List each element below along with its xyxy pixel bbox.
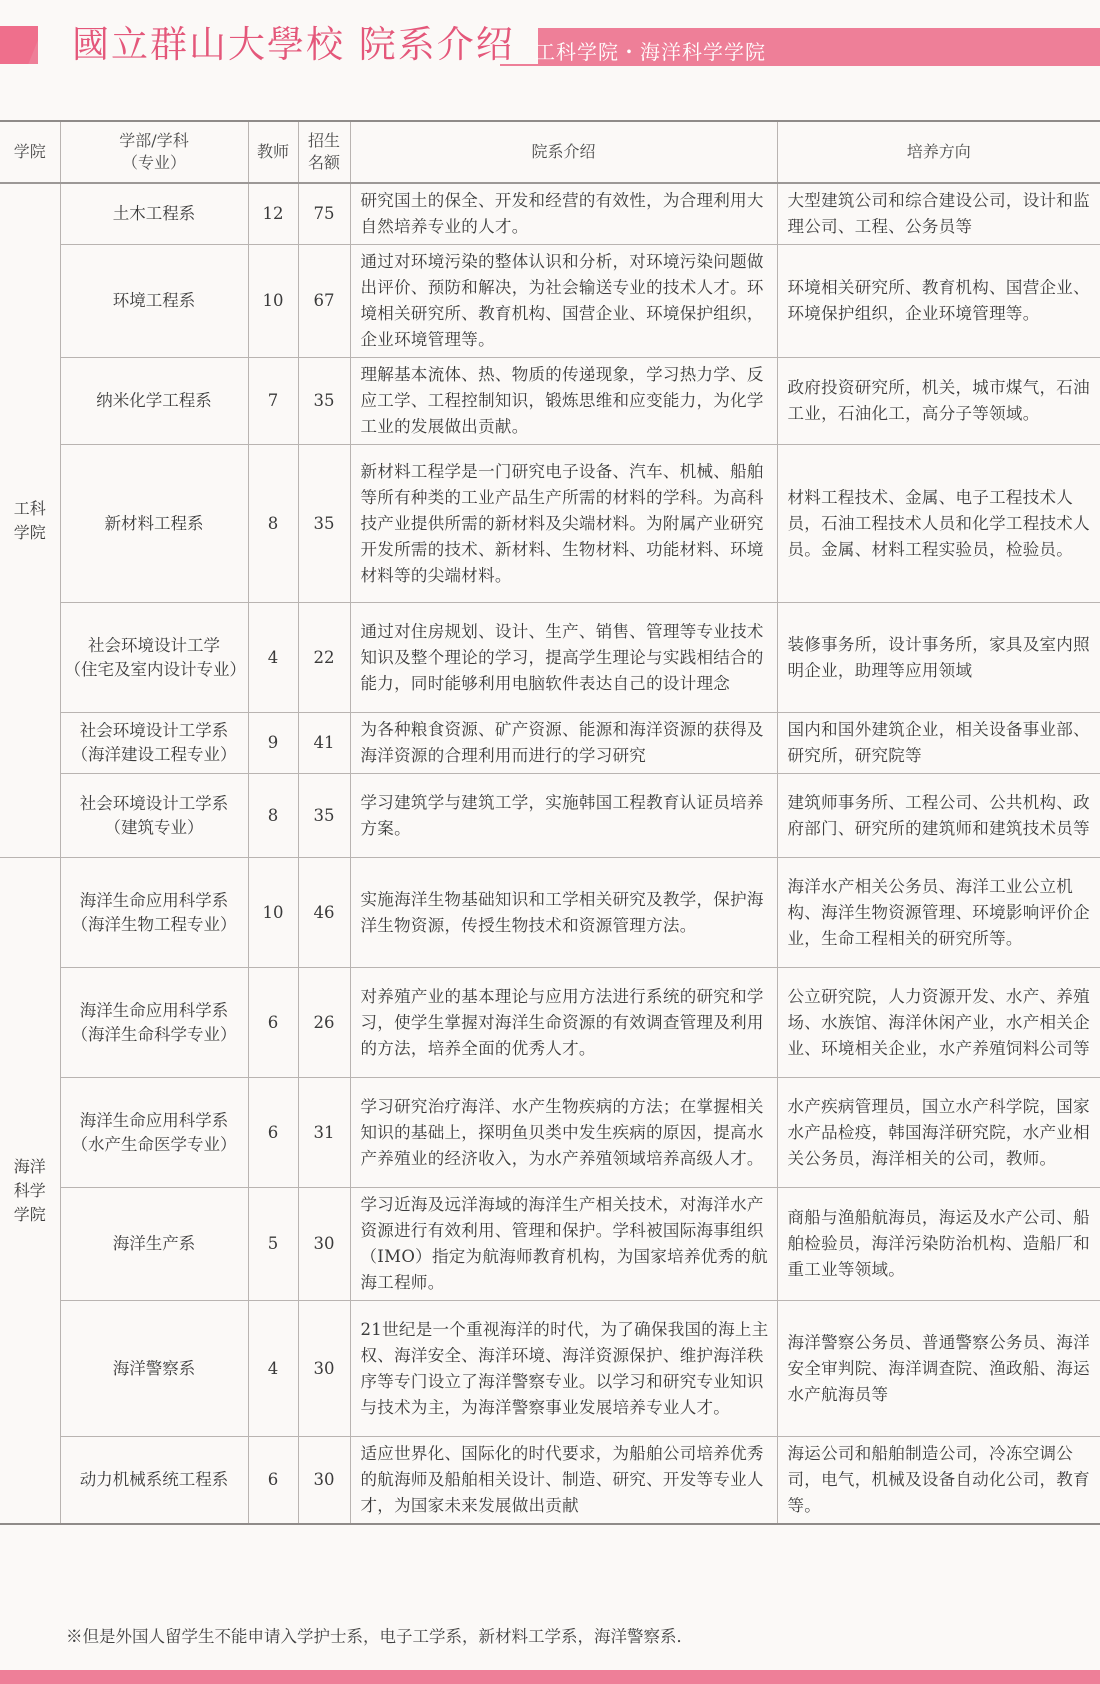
- career-direction: 海洋警察公务员、普通警察公务员、海洋安全审判院、海洋调查院、渔政船、海运水产航海员等: [777, 1301, 1100, 1437]
- table-row: [0, 774, 1100, 858]
- table-row: [0, 603, 1100, 713]
- table-row: [0, 183, 1100, 245]
- teacher-count: 9: [248, 713, 298, 774]
- career-direction: 商船与渔船航海员，海运及水产公司、船舶检验员，海洋污染防治机构、造船厂和重工业等领域。: [777, 1188, 1100, 1301]
- department-table-container: [0, 120, 1100, 1525]
- enrollment-quota: 35: [298, 445, 350, 603]
- teacher-count: 7: [248, 358, 298, 445]
- column-header: 院系介绍: [350, 121, 777, 183]
- teacher-count: 10: [248, 858, 298, 968]
- table-row: [0, 1188, 1100, 1301]
- career-direction: 海洋水产相关公务员、海洋工业公立机构、海洋生物资源管理、环境影响评价企业，生命工程相关的研究所等。: [777, 858, 1100, 968]
- department-intro: 对养殖产业的基本理论与应用方法进行系统的研究和学习，使学生掌握对海洋生命资源的有效调查管理及利用的方法，培养全面的优秀人才。: [350, 968, 777, 1078]
- career-direction: 海运公司和船舶制造公司，冷冻空调公司，电气，机械及设备自动化公司，教育等。: [777, 1437, 1100, 1525]
- teacher-count: 12: [248, 183, 298, 245]
- department-intro: 实施海洋生物基础知识和工学相关研究及教学，保护海洋生物资源，传授生物技术和资源管理方法。: [350, 858, 777, 968]
- department-name: 社会环境设计工学系 （建筑专业）: [60, 774, 248, 858]
- department-name: 动力机械系统工程系: [60, 1437, 248, 1525]
- department-intro: 为各种粮食资源、矿产资源、能源和海洋资源的获得及海洋资源的合理利用而进行的学习研究: [350, 713, 777, 774]
- department-intro: 21世纪是一个重视海洋的时代，为了确保我国的海上主权、海洋安全、海洋环境、海洋资源保护、维护海洋秩序等专门设立了海洋警察专业。以学习和研究专业知识与技术为主，为海洋警察事业发展培养专业人才。: [350, 1301, 777, 1437]
- department-name: 海洋警察系: [60, 1301, 248, 1437]
- enrollment-quota: 22: [298, 603, 350, 713]
- column-header: 招生 名额: [298, 121, 350, 183]
- table-row: [0, 968, 1100, 1078]
- department-intro: 学习近海及远洋海域的海洋生产相关技术，对海洋水产资源进行有效利用、管理和保护。学科被国际海事组织（IMO）指定为航海师教育机构，为国家培养优秀的航海工程师。: [350, 1188, 777, 1301]
- career-direction: 建筑师事务所、工程公司、公共机构、政府部门、研究所的建筑师和建筑技术员等: [777, 774, 1100, 858]
- table-row: [0, 1078, 1100, 1188]
- enrollment-quota: 30: [298, 1301, 350, 1437]
- department-name: 纳米化学工程系: [60, 358, 248, 445]
- college-name: 海洋 科学 学院: [0, 858, 60, 1525]
- enrollment-quota: 35: [298, 774, 350, 858]
- career-direction: 大型建筑公司和综合建设公司，设计和监理公司、工程、公务员等: [777, 183, 1100, 245]
- teacher-count: 6: [248, 968, 298, 1078]
- department-intro: 通过对住房规划、设计、生产、销售、管理等专业技术知识及整个理论的学习，提高学生理论与实践相结合的能力，同时能够利用电脑软件表达自己的设计理念: [350, 603, 777, 713]
- enrollment-quota: 30: [298, 1188, 350, 1301]
- column-header: 培养方向: [777, 121, 1100, 183]
- page-title: 國立群山大學校 院系介绍: [72, 23, 515, 66]
- department-intro: 学习研究治疗海洋、水产生物疾病的方法；在掌握相关知识的基础上，探明鱼贝类中发生疾病的原因，提高水产养殖业的经济收入，为水产养殖领域培养高级人才。: [350, 1078, 777, 1188]
- footer-bar: [0, 1670, 1100, 1684]
- department-intro: 通过对环境污染的整体认识和分析，对环境污染问题做出评价、预防和解决，为社会输送专业的技术人才。环境相关研究所、教育机构、国营企业、环境保护组织，企业环境管理等。: [350, 245, 777, 358]
- enrollment-quota: 30: [298, 1437, 350, 1525]
- teacher-count: 8: [248, 774, 298, 858]
- table-row: [0, 858, 1100, 968]
- department-name: 土木工程系: [60, 183, 248, 245]
- career-direction: 材料工程技术、金属、电子工程技术人员，石油工程技术人员和化学工程技术人员。金属、材料工程实验员，检验员。: [777, 445, 1100, 603]
- department-name: 社会环境设计工学 （住宅及室内设计专业）: [60, 603, 248, 713]
- teacher-count: 8: [248, 445, 298, 603]
- table-row: [0, 713, 1100, 774]
- enrollment-quota: 31: [298, 1078, 350, 1188]
- column-header: 教师: [248, 121, 298, 183]
- department-intro: 理解基本流体、热、物质的传递现象，学习热力学、反应工学、工程控制知识，锻炼思维和应变能力，为化学工业的发展做出贡献。: [350, 358, 777, 445]
- department-intro: 学习建筑学与建筑工学，实施韩国工程教育认证员培养方案。: [350, 774, 777, 858]
- table-row: [0, 1437, 1100, 1525]
- department-name: 社会环境设计工学系 （海洋建设工程专业）: [60, 713, 248, 774]
- enrollment-quota: 67: [298, 245, 350, 358]
- department-name: 海洋生命应用科学系 （海洋生命科学专业）: [60, 968, 248, 1078]
- table-row: [0, 245, 1100, 358]
- teacher-count: 6: [248, 1437, 298, 1525]
- footnote: ※但是外国人留学生不能申请入学护士系，电子工学系，新材料工学系，海洋警察系．: [66, 1627, 693, 1646]
- enrollment-quota: 75: [298, 183, 350, 245]
- teacher-count: 5: [248, 1188, 298, 1301]
- table-row: [0, 1301, 1100, 1437]
- career-direction: 水产疾病管理员，国立水产科学院，国家水产品检疫，韩国海洋研究院，水产业相关公务员，海洋相关的公司，教师。: [777, 1078, 1100, 1188]
- department-intro: 新材料工程学是一门研究电子设备、汽车、机械、船舶等所有种类的工业产品生产所需的材料的学科。为高科技产业提供所需的新材料及尖端材料。为附属产业研究开发所需的技术、新材料、生物材料、功能材料、环境材料等的尖端材料。: [350, 445, 777, 603]
- table-row: [0, 445, 1100, 603]
- teacher-count: 10: [248, 245, 298, 358]
- teacher-count: 4: [248, 603, 298, 713]
- table-header-row: [0, 121, 1100, 183]
- enrollment-quota: 46: [298, 858, 350, 968]
- career-direction: 装修事务所，设计事务所，家具及室内照明企业，助理等应用领域: [777, 603, 1100, 713]
- department-name: 海洋生命应用科学系 （海洋生物工程专业）: [60, 858, 248, 968]
- enrollment-quota: 26: [298, 968, 350, 1078]
- page-subtitle: 工科学院・海洋科学学院: [535, 40, 766, 64]
- teacher-count: 4: [248, 1301, 298, 1437]
- column-header: 学部/学科 （专业）: [60, 121, 248, 183]
- teacher-count: 6: [248, 1078, 298, 1188]
- college-name: 工科 学院: [0, 183, 60, 858]
- career-direction: 环境相关研究所、教育机构、国营企业、环境保护组织，企业环境管理等。: [777, 245, 1100, 358]
- enrollment-quota: 35: [298, 358, 350, 445]
- career-direction: 公立研究院，人力资源开发、水产、养殖场、水族馆、海洋休闲产业，水产相关企业、环境相关企业，水产养殖饲料公司等: [777, 968, 1100, 1078]
- department-intro: 适应世界化、国际化的时代要求，为船舶公司培养优秀的航海师及船舶相关设计、制造、研究、开发等专业人才，为国家未来发展做出贡献: [350, 1437, 777, 1525]
- career-direction: 政府投资研究所，机关，城市煤气，石油工业，石油化工，高分子等领域。: [777, 358, 1100, 445]
- department-name: 环境工程系: [60, 245, 248, 358]
- department-name: 海洋生命应用科学系 （水产生命医学专业）: [60, 1078, 248, 1188]
- department-name: 新材料工程系: [60, 445, 248, 603]
- table-row: [0, 358, 1100, 445]
- career-direction: 国内和国外建筑企业，相关设备事业部、研究所，研究院等: [777, 713, 1100, 774]
- department-name: 海洋生产系: [60, 1188, 248, 1301]
- page-header: [0, 0, 1100, 120]
- department-table: [0, 120, 1100, 1525]
- department-intro: 研究国土的保全、开发和经营的有效性，为合理利用大自然培养专业的人才。: [350, 183, 777, 245]
- column-header: 学院: [0, 121, 60, 183]
- enrollment-quota: 41: [298, 713, 350, 774]
